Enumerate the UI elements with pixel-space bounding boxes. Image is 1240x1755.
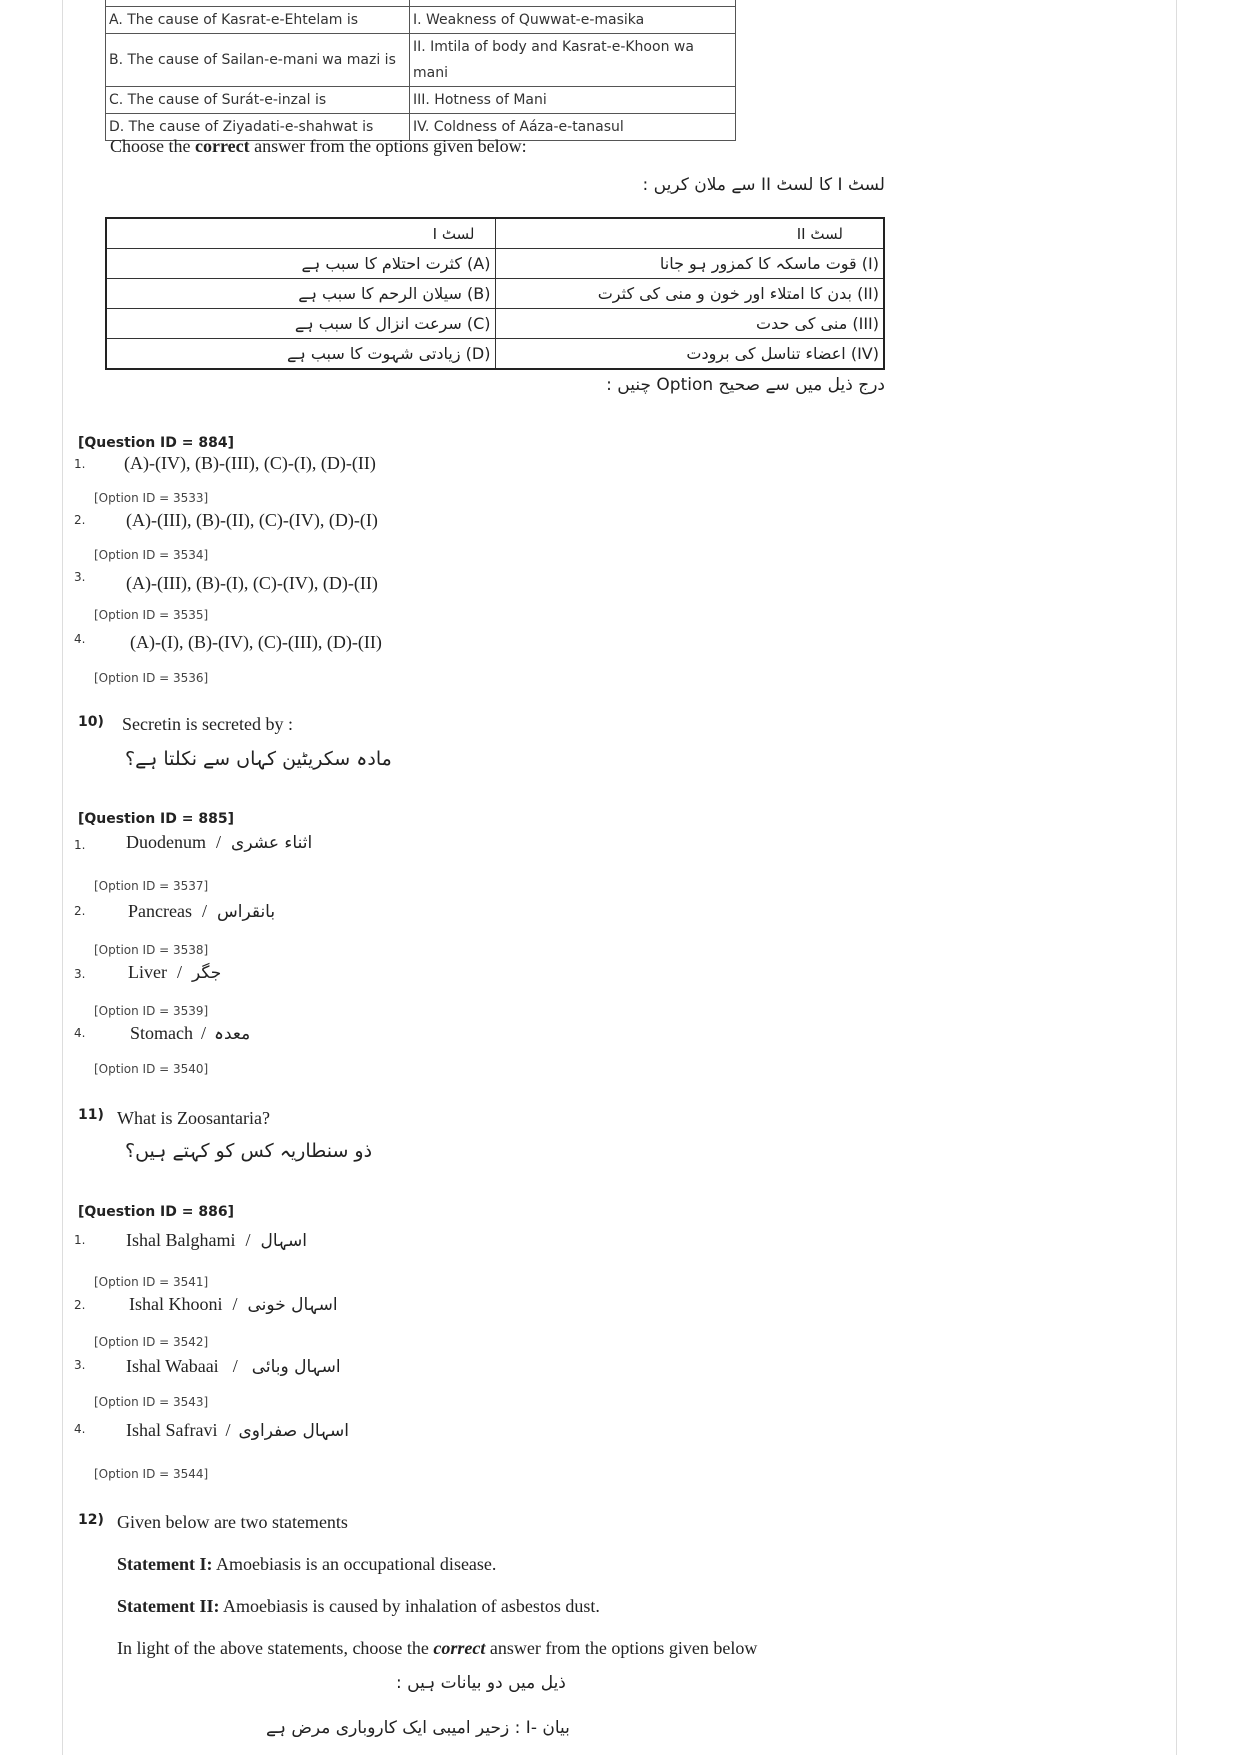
question-text-urdu: مادہ سکریٹین کہاں سے نکلتا ہے؟ bbox=[125, 748, 392, 770]
question-number: 12) bbox=[78, 1512, 104, 1528]
list-1-item: (D) زیادتی شہوت کا سبب ہے bbox=[106, 339, 495, 370]
option-text[interactable]: Ishal Wabaai / اسہال وبائی bbox=[126, 1356, 341, 1377]
option-text[interactable]: Stomach / معدہ bbox=[130, 1023, 251, 1044]
list-2-item: IV. Coldness of Aáza-e-tanasul bbox=[410, 114, 736, 141]
statement-1: Statement I: Amoebiasis is an occupational disease. bbox=[117, 1554, 497, 1574]
page-border-right bbox=[1176, 0, 1177, 1755]
list-2-item: (III) منی کی حدت bbox=[495, 309, 884, 339]
question-text: Given below are two statements bbox=[117, 1512, 348, 1532]
list-2-item: (IV) اعضاء تناسل کی برودت bbox=[495, 339, 884, 370]
option-text[interactable]: (A)-(III), (B)-(I), (C)-(IV), (D)-(II) bbox=[126, 573, 378, 593]
option-number: 2. bbox=[74, 513, 86, 527]
list-2-item: (I) قوت ماسکہ کا کمزور ہو جانا bbox=[495, 249, 884, 279]
option-number: 3. bbox=[74, 1358, 86, 1372]
table-row bbox=[106, 339, 884, 370]
list-2-item: III. Hotness of Mani bbox=[410, 87, 736, 114]
list-1-item: C. The cause of Surát-e-inzal is bbox=[106, 87, 410, 114]
question-text: What is Zoosantaria? bbox=[117, 1108, 270, 1128]
table-row bbox=[106, 218, 884, 249]
table-row bbox=[106, 87, 736, 114]
option-text[interactable]: Ishal Khooni / اسہال خونی bbox=[129, 1294, 338, 1315]
question-text-urdu: ذو سنطاریہ کس کو کہتے ہیں؟ bbox=[125, 1140, 373, 1162]
list-2-item: II. Imtila of body and Kasrat-e-Khoon wa mani bbox=[410, 34, 736, 87]
option-id: [Option ID = 3540] bbox=[94, 1062, 209, 1076]
list-1-item: (B) سیلان الرحم کا سبب ہے bbox=[106, 279, 495, 309]
option-text[interactable]: Pancreas / بانقراس bbox=[128, 901, 276, 922]
option-text[interactable]: (A)-(III), (B)-(II), (C)-(IV), (D)-(I) bbox=[126, 510, 378, 530]
option-number: 3. bbox=[74, 967, 86, 981]
option-id: [Option ID = 3534] bbox=[94, 548, 209, 562]
list-2-item: (II) بدن کا امتلاء اور خون و منی کی کثرت bbox=[495, 279, 884, 309]
urdu-choose-instruction: درج ذیل میں سے صحیح Option چنیں : bbox=[606, 375, 885, 395]
option-text[interactable]: Ishal Safravi / اسہال صفراوی bbox=[126, 1420, 350, 1441]
option-id: [Option ID = 3544] bbox=[94, 1467, 209, 1481]
urdu-match-instruction: لسٹ I کا لسٹ II سے ملان کریں : bbox=[642, 175, 885, 195]
option-text[interactable]: (A)-(I), (B)-(IV), (C)-(III), (D)-(II) bbox=[130, 632, 382, 652]
option-id: [Option ID = 3538] bbox=[94, 943, 209, 957]
urdu-statement-1: بیان -I : زحیر امیبی ایک کاروباری مرض ہے bbox=[266, 1718, 570, 1738]
option-id: [Option ID = 3533] bbox=[94, 491, 209, 505]
table-row bbox=[106, 34, 736, 87]
question-number: 11) bbox=[78, 1107, 104, 1123]
option-number: 1. bbox=[74, 1233, 86, 1247]
header-list-1: لسٹ I bbox=[106, 218, 495, 249]
header-list-2: لسٹ II bbox=[495, 218, 884, 249]
page-border-left bbox=[62, 0, 63, 1755]
table-row bbox=[106, 249, 884, 279]
option-id: [Option ID = 3536] bbox=[94, 671, 209, 685]
option-id: [Option ID = 3535] bbox=[94, 608, 209, 622]
option-number: 4. bbox=[74, 1026, 86, 1040]
option-number: 4. bbox=[74, 632, 86, 646]
question-text: Secretin is secreted by : bbox=[122, 714, 293, 734]
list-2-item: I. Weakness of Quwwat-e-masika bbox=[410, 7, 736, 34]
list-1-item: (A) کثرت احتلام کا سبب ہے bbox=[106, 249, 495, 279]
light-instruction: In light of the above statements, choose the correct answer from the options given below bbox=[117, 1638, 758, 1658]
option-id: [Option ID = 3541] bbox=[94, 1275, 209, 1289]
question-number: 10) bbox=[78, 714, 104, 730]
table-row bbox=[106, 279, 884, 309]
option-number: 2. bbox=[74, 904, 86, 918]
option-number: 2. bbox=[74, 1298, 86, 1312]
option-number: 1. bbox=[74, 838, 86, 852]
option-number: 1. bbox=[74, 457, 86, 471]
list-1-item: A. The cause of Kasrat-e-Ehtelam is bbox=[106, 7, 410, 34]
option-number: 4. bbox=[74, 1422, 86, 1436]
option-id: [Option ID = 3542] bbox=[94, 1335, 209, 1349]
option-number: 3. bbox=[74, 570, 86, 584]
match-table-english bbox=[105, 0, 736, 141]
list-1-item: D. The cause of Ziyadati-e-shahwat is bbox=[106, 114, 410, 141]
question-id: [Question ID = 885] bbox=[78, 811, 234, 827]
question-id: [Question ID = 886] bbox=[78, 1204, 234, 1220]
statement-2: Statement II: Amoebiasis is caused by inhalation of asbestos dust. bbox=[117, 1596, 600, 1616]
list-1-item: B. The cause of Sailan-e-mani wa mazi is bbox=[106, 34, 410, 87]
option-text[interactable]: Liver / جگر bbox=[128, 962, 222, 983]
option-id: [Option ID = 3537] bbox=[94, 879, 209, 893]
table-row bbox=[106, 7, 736, 34]
choose-instruction: Choose the correct answer from the options given below: bbox=[110, 136, 527, 156]
question-id: [Question ID = 884] bbox=[78, 435, 234, 451]
option-id: [Option ID = 3543] bbox=[94, 1395, 209, 1409]
match-table-urdu bbox=[105, 217, 885, 370]
urdu-intro: ذیل میں دو بیانات ہیں : bbox=[396, 1673, 566, 1693]
table-row bbox=[106, 309, 884, 339]
option-id: [Option ID = 3539] bbox=[94, 1004, 209, 1018]
option-text[interactable]: Duodenum / اثناء عشری bbox=[126, 832, 313, 853]
list-1-item: (C) سرعت انزال کا سبب ہے bbox=[106, 309, 495, 339]
option-text[interactable]: Ishal Balghami / اسہال bbox=[126, 1230, 307, 1251]
option-text[interactable]: (A)-(IV), (B)-(III), (C)-(I), (D)-(II) bbox=[124, 453, 376, 473]
